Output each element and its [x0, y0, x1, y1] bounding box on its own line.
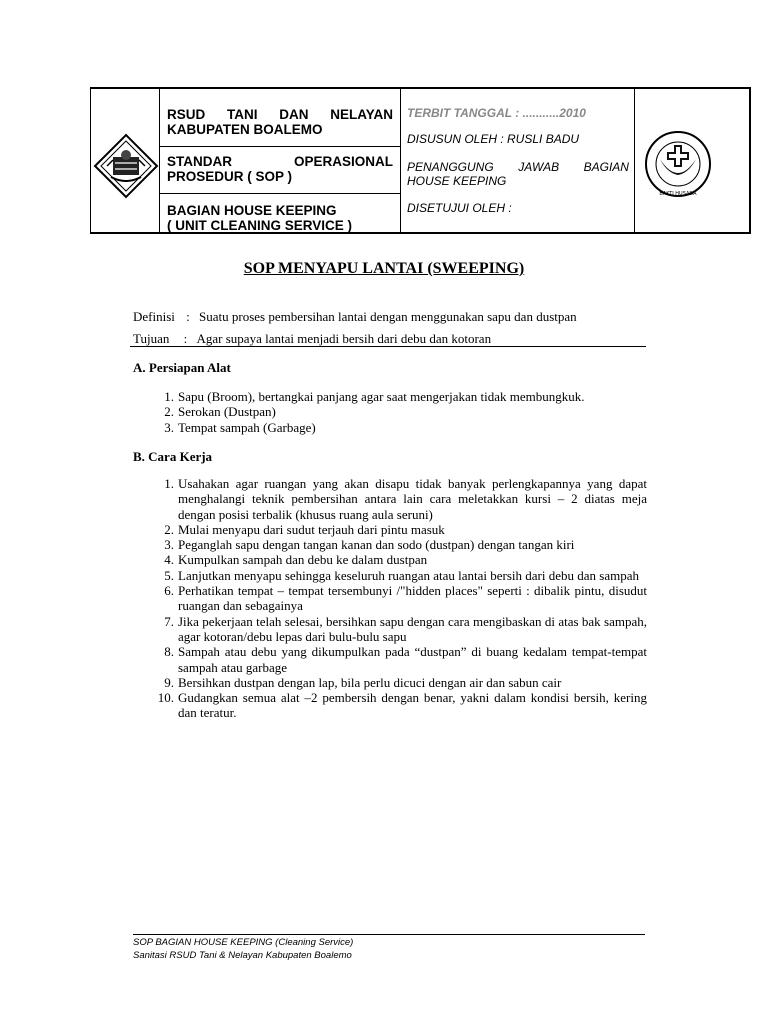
equipment-list	[152, 389, 647, 435]
header-divider	[400, 89, 401, 232]
sop-label: STANDAR OPERASIONAL PROSEDUR ( SOP )	[167, 154, 393, 184]
list-item	[152, 614, 647, 645]
definition-separator: :	[186, 309, 190, 324]
page-title: SOP MENYAPU LANTAI (SWEEPING)	[243, 260, 525, 277]
objective-row	[133, 331, 491, 347]
list-item	[152, 404, 647, 419]
definition-text: Suatu proses pembersihan lantai dengan menggunakan sapu dan dustpan	[199, 309, 577, 324]
approved-by: DISETUJUI OLEH :	[407, 201, 512, 215]
header-divider	[634, 89, 635, 232]
definition-label: Definisi	[133, 309, 175, 324]
footer-line-2: Sanitasi RSUD Tani & Nelayan Kabupaten Boalemo	[133, 950, 352, 961]
list-item-number: 8.	[164, 644, 174, 660]
hospital-name: RSUD TANI DAN NELAYAN KABUPATEN BOALEMO	[167, 107, 393, 137]
prepared-by: DISUSUN OLEH : RUSLI BADU	[407, 132, 580, 146]
responsible-party: PENANGGUNG JAWAB BAGIAN HOUSE KEEPING	[407, 160, 629, 188]
list-item-number: 1.	[164, 389, 174, 404]
list-item-number: 6.	[164, 583, 174, 599]
list-item	[152, 690, 647, 721]
list-item-text: Sapu (Broom), bertangkai panjang agar saat mengerjakan tidak membungkuk.	[178, 389, 585, 404]
list-item-text: Usahakan agar ruangan yang akan disapu tidak banyak perlengkapannya yang dapat menghalangi teknik pembersihan antara lain cara meletakkan kursi – 2 diatas meja dengan posisi terbalik (khusus ruang aula seruni)	[178, 476, 647, 522]
footer-line-1: SOP BAGIAN HOUSE KEEPING (Cleaning Service)	[133, 937, 354, 948]
list-item	[152, 389, 647, 404]
list-item-number: 10.	[157, 690, 174, 706]
list-item-number: 7.	[164, 613, 174, 629]
objective-text: Agar supaya lantai menjadi bersih dari debu dan kotoran	[196, 331, 492, 346]
list-item-number: 2.	[164, 521, 174, 537]
list-item-number: 5.	[164, 567, 174, 583]
objective-label: Tujuan	[133, 331, 170, 346]
bakti-husada-emblem	[643, 129, 713, 199]
header-table	[90, 87, 751, 234]
list-item-text: Peganglah sapu dengan tangan kanan dan sodo (dustpan) dengan tangan kiri	[178, 537, 575, 553]
header-divider	[159, 89, 160, 232]
list-item	[152, 583, 647, 614]
list-item-text: Lanjutkan menyapu sehingga keseluruh ruangan atau lantai bersih dari debu dan sampah	[178, 567, 639, 583]
list-item	[152, 568, 647, 583]
department-label: BAGIAN HOUSE KEEPING ( UNIT CLEANING SERVICE )	[167, 203, 353, 233]
list-item-number: 2.	[164, 404, 174, 420]
list-item	[152, 644, 647, 675]
list-item-text: Sampah atau debu yang dikumpulkan pada “dustpan” di buang kedalam tempat-tempat sampah atau garbage	[178, 644, 647, 675]
section-heading: B. Cara Kerja	[133, 449, 213, 464]
list-item-number: 3.	[164, 419, 174, 435]
issue-date: TERBIT TANGGAL : ...........2010	[407, 106, 586, 120]
header-divider	[159, 193, 400, 194]
list-item-text: Tempat sampah (Garbage)	[178, 419, 316, 435]
list-item-number: 9.	[164, 674, 174, 690]
list-item	[152, 537, 647, 552]
horizontal-rule	[130, 346, 646, 347]
footer-rule	[133, 934, 645, 935]
list-item-text: Perhatikan tempat – tempat tersembunyi /"hidden places" seperti : dibalik pintu, disudut ruangan dan sebagainya	[178, 583, 647, 614]
regency-seal-logo	[93, 133, 159, 199]
list-item-number: 3.	[164, 537, 174, 553]
header-divider	[159, 146, 400, 147]
list-item	[152, 522, 647, 537]
list-item-text: Gudangkan semua alat –2 pembersih dengan benar, yakni dalam kondisi bersih, kering dan teratur.	[178, 690, 647, 721]
emblem-text: BAKTI HUSADA	[659, 191, 697, 197]
definition-row	[133, 309, 577, 325]
list-item-text: Kumpulkan sampah dan debu ke dalam dustpan	[178, 552, 428, 568]
list-item-number: 4.	[164, 552, 174, 568]
list-item-number: 1.	[164, 476, 174, 491]
list-item-text: Jika pekerjaan telah selesai, bersihkan sapu dengan cara mengibaskan di atas bak sampah, agar kotoran/debu lepas dari bulu-bulu sapu	[178, 613, 647, 644]
list-item-text: Serokan (Dustpan)	[178, 404, 276, 420]
list-item	[152, 476, 647, 522]
list-item	[152, 552, 647, 567]
list-item	[152, 420, 647, 435]
objective-separator: :	[183, 331, 188, 346]
list-item-text: Mulai menyapu dari sudut terjauh dari pintu masuk	[178, 521, 445, 537]
procedure-list	[152, 476, 647, 721]
section-heading: A. Persiapan Alat	[133, 360, 231, 375]
list-item	[152, 675, 647, 690]
list-item-text: Bersihkan dustpan dengan lap, bila perlu dicuci dengan air dan sabun cair	[178, 674, 562, 690]
